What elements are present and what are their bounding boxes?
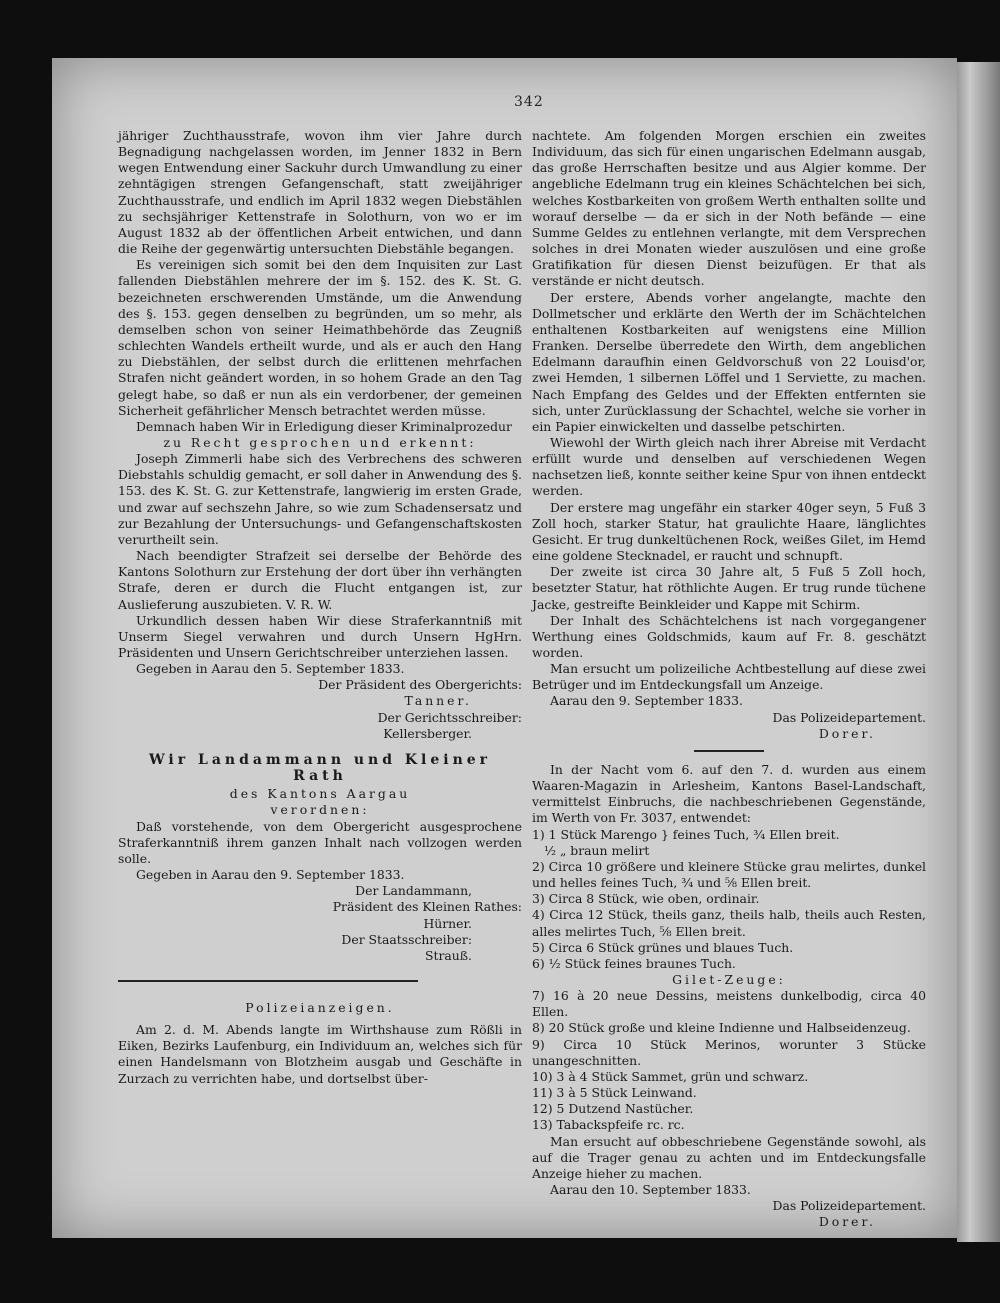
- signature-title: Das Polizeidepartement.: [772, 709, 926, 725]
- signature-title: Der Gerichtsschreiber:: [377, 709, 522, 725]
- date-line: Gegeben in Aarau den 5. September 1833.: [136, 661, 405, 677]
- signature-title: Das Polizeidepartement.: [772, 1198, 926, 1214]
- paragraph: Wiewohl der Wirth gleich nach ihrer Abreise mit Verdacht erfüllt wurde und denselben auf verschiedenen Wegen nachsetzen ließ, konnte seither keine Spur von ihnen entdeckt werden.: [532, 434, 926, 499]
- page-number: 342: [514, 94, 544, 110]
- signature-name: Hürner.: [423, 915, 472, 931]
- paragraph: In der Nacht vom 6. auf den 7. d. wurden aus einem Waaren-Magazin in Arlesheim, Kantons Basel-Landschaft, vermittelst Einbruchs, die nachbeschriebenen Gegenstände, im Werth von Fr. 3037, entwendet:: [532, 761, 926, 826]
- list-item: 12) 5 Dutzend Nastücher.: [532, 1101, 694, 1117]
- list-item: 8) 20 Stück große und kleine Indienne und Halbseidenzeug.: [532, 1020, 911, 1036]
- decree-heading: Wir Landammann und Kleiner Rath: [148, 751, 492, 785]
- signature-title: Der Staatsschreiber:: [341, 931, 472, 947]
- list-item: 9) Circa 10 Stück Merinos, worunter 3 Stücke unangeschnitten.: [532, 1036, 926, 1068]
- signature-title: Der Landammann,: [355, 883, 472, 899]
- signature-title: Präsident des Kleinen Rathes:: [332, 899, 522, 915]
- paragraph: Daß vorstehende, von dem Obergericht ausgesprochene Straferkanntniß ihrem ganzen Inhalt nach vollzogen werden solle.: [118, 818, 522, 866]
- paragraph: Man ersucht auf obbeschriebene Gegenstände sowohl, als auf die Trager genau zu achten und im Entdeckungsfalle Anzeige hieher zu machen.: [532, 1133, 926, 1181]
- list-item: 3) Circa 8 Stück, wie oben, ordinair.: [532, 891, 760, 907]
- list-item: 5) Circa 6 Stück grünes und blaues Tuch.: [532, 939, 794, 955]
- paragraph: Der Inhalt des Schächtelchens ist nach vorgegangener Werthung eines Goldschmids, kaum auf Fr. 8. geschätzt worden.: [532, 612, 926, 660]
- paragraph: nachtete. Am folgenden Morgen erschien ein zweites Individuum, das sich für einen ungarischen Edelmann ausgab, das große Herrschaften besitze und aus Algier komme. Der angebliche Edelmann trug ein kleines Schächtelchen bei sich, welches Kostbarkeiten von großem Werth enthalten sollte und worauf derselbe — da er sich in der Noth befände — eine Summe Geldes zu entlehnen verlangte, mit dem Versprechen solches in drei Monaten wieder auszulösen und eine große Gratifikation für diesen Dienst beizufügen. Er that als verstände er nicht deutsch.: [532, 128, 926, 289]
- list-item: 4) Circa 12 Stück, theils ganz, theils halb, theils auch Resten, alles melirtes Tuch, ⁵⁄₈ Ellen breit.: [532, 907, 926, 939]
- list-item: 1) 1 Stück Marengo } feines Tuch, ¾ Ellen breit.: [532, 826, 840, 842]
- left-column: [118, 128, 522, 1087]
- paragraph: Nach beendigter Strafzeit sei derselbe der Behörde des Kantons Solothurn zur Erstehung der dort über ihn verhängten Strafe, deren er durch die Flucht entgangen ist, zur Auslieferung auszubieten. V. R. W.: [118, 548, 522, 612]
- paragraph: jähriger Zuchthausstrafe, wovon ihm vier Jahre durch Begnadigung nachgelassen worden, im Jenner 1832 in Bern wegen Entwendung einer Sackuhr durch Umwandlung zu einer zehntägigen strengen Gefangenschaft, statt zweijähriger Zuchthausstrafe, und endlich im April 1832 wegen Diebstählen zu sechsjähriger Kettenstrafe in Solothurn, von wo er im August 1832 ab der öffentlichen Arbeit entwichen, und dann die Reihe der gegenwärtig untersuchten Diebstähle begangen.: [118, 128, 522, 257]
- list-subheading: Gilet-Zeuge:: [672, 971, 786, 987]
- stolen-items-list-2: [532, 988, 926, 1133]
- paragraph: Es vereinigen sich somit bei den dem Inquisiten zur Last fallenden Diebstählen mehrere der im §. 152. des K. St. G. bezeichneten erschwerenden Umstände, um die Anwendung des §. 153. gegen denselben zu begründen, um so mehr, als demselben schon von seiner Heimathbehörde das Zeugniß schlechten Wandels ertheilt wurde, und als er auch den Hang zu Diebstählen, der selbst durch die erlittenen mehrfachen Strafen nicht geändert worden, in so hohem Grade an den Tag gelegt habe, so daß er nun als ein verdorbener, der gemeinen Sicherheit gefährlicher Mensch betrachtet werden müsse.: [118, 257, 522, 418]
- signature-name: Kellersberger.: [383, 725, 472, 741]
- list-item: 7) 16 à 20 neue Dessins, meistens dunkelbodig, circa 40 Ellen.: [532, 988, 926, 1020]
- verdict-line: zu Recht gesprochen und erkennt:: [163, 434, 477, 450]
- divider: [694, 750, 764, 752]
- paragraph: Am 2. d. M. Abends langte im Wirthshause zum Rößli in Eiken, Bezirks Laufenburg, ein Individuum an, welches sich für einen Handelsmann von Blotzheim ausgab und Geschäfte in Zurzach zu verrichten habe, und dortselbst über-: [118, 1022, 522, 1086]
- paragraph: Man ersucht um polizeiliche Achtbestellung auf diese zwei Betrüger und im Entdeckungsfall um Anzeige.: [532, 661, 926, 693]
- signature-name: Dorer.: [818, 1214, 876, 1230]
- list-item: 10) 3 à 4 Stück Sammet, grün und schwarz.: [532, 1068, 809, 1084]
- signature-title: Der Präsident des Obergerichts:: [318, 677, 522, 693]
- paragraph: Urkundlich dessen haben Wir diese Straferkanntniß mit Unserm Siegel verwahren und durch Unsern HgHrn. Präsidenten und Unsern Gerichtschreiber unterziehen lassen.: [118, 612, 522, 660]
- list-item: 11) 3 à 5 Stück Leinwand.: [532, 1085, 697, 1101]
- right-column: [532, 128, 926, 1230]
- stolen-items-list: [532, 827, 926, 972]
- list-item: 13) Tabackspfeife rc. rc.: [532, 1117, 685, 1133]
- list-item: ½ „ braun melirt: [544, 842, 650, 858]
- divider: [118, 980, 418, 982]
- date-line: Aarau den 10. September 1833.: [550, 1182, 751, 1197]
- list-item: 6) ½ Stück feines braunes Tuch.: [532, 955, 736, 971]
- list-item: 2) Circa 10 größere und kleinere Stücke grau melirtes, dunkel und helles feines Tuch, ¾ und ⁵⁄₈ Ellen breit.: [532, 858, 926, 891]
- newspaper-page: [52, 58, 957, 1238]
- date-line: Aarau den 9. September 1833.: [550, 693, 743, 709]
- paragraph: Der zweite ist circa 30 Jahre alt, 5 Fuß 5 Zoll hoch, besetzter Statur, hat röthlichte Augen. Er trug runde tüchene Jacke, gestreifte Beinkleider und Kappe mit Schirm.: [532, 564, 926, 612]
- paragraph: Joseph Zimmerli habe sich des Verbrechens des schweren Diebstahls schuldig gemacht, er soll daher in Anwendung des §. 153. des K. St. G. zur Kettenstrafe, langwierig im ersten Grade, und zwar auf sechszehn Jahre, so wie zum Schadensersatz und zur Bezahlung der Untersuchungs- und Gefangenschaftskosten verurtheilt sein.: [118, 451, 522, 547]
- paragraph: Der erstere, Abends vorher angelangte, machte den Dollmetscher und erklärte den Werth der im Schächtelchen enthaltenen Kostbarkeiten auf wenigstens eine Million Franken. Derselbe überredete den Wirth, dem angeblichen Edelmann daraufhin einen Geldvorschuß von 22 Louisd'or, zwei Hemden, 1 silbernen Löffel und 1 Serviette, zu machen. Nach Empfang des Geldes und der Effekten entfernten sie sich, unter Zurücklassung der Schachtel, welche sie vorher in ein Papier einwickelten und dasselbe petschirten.: [532, 289, 926, 434]
- signature-name: Tanner.: [404, 693, 472, 709]
- date-line: Gegeben in Aarau den 9. September 1833.: [136, 867, 405, 883]
- adjacent-page-edge: [957, 62, 1000, 1242]
- paragraph: Demnach haben Wir in Erledigung dieser Kriminalprozedur: [136, 418, 512, 434]
- signature-name: Dorer.: [818, 725, 876, 741]
- decree-subheading: verordnen:: [270, 802, 370, 818]
- signature-name: Strauß.: [425, 947, 472, 963]
- decree-subheading: des Kantons Aargau: [229, 786, 411, 802]
- section-heading: Polizeianzeigen.: [245, 999, 395, 1015]
- paragraph: Der erstere mag ungefähr ein starker 40ger seyn, 5 Fuß 3 Zoll hoch, starker Statur, hat graulichte Haare, länglichtes Gesicht. Er trug dunkeltüchenen Rock, weißes Gilet, im Hemd eine goldene Stecknadel, er raucht und schnupft.: [532, 499, 926, 564]
